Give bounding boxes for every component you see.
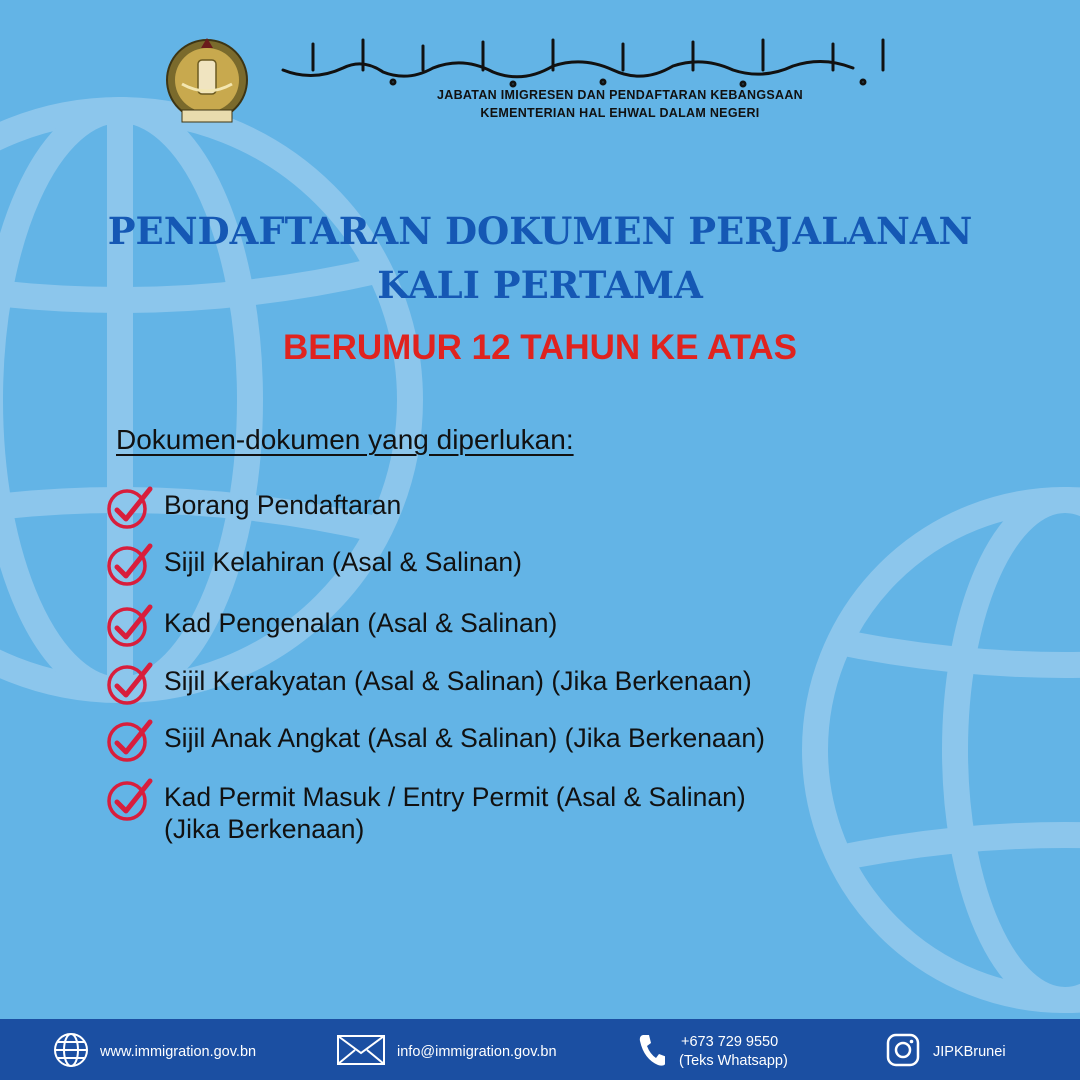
phone-number[interactable]: +673 729 9550 <box>681 1034 779 1050</box>
globe-left <box>0 110 410 690</box>
documents-heading: Dokumen-dokumen yang diperlukan: <box>116 424 574 455</box>
check-icon <box>105 486 155 530</box>
org-name: JABATAN IMIGRESEN DAN PENDAFTARAN KEBANGSAAN <box>437 88 803 102</box>
email-link[interactable]: info@immigration.gov.bn <box>397 1044 557 1060</box>
globe-icon <box>53 1032 89 1068</box>
header <box>160 30 920 130</box>
age-subtitle: BERUMUR 12 TAHUN KE ATAS <box>283 328 797 367</box>
document-label: Sijil Anak Angkat (Asal & Salinan) (Jika Berkenaan) <box>164 723 765 753</box>
contact-footer <box>0 1019 1080 1080</box>
instagram-icon <box>886 1033 920 1067</box>
phone-icon <box>637 1033 665 1067</box>
website-link[interactable]: www.immigration.gov.bn <box>100 1044 257 1060</box>
brunei-crest-emblem <box>160 30 254 126</box>
check-icon <box>105 719 155 763</box>
check-icon <box>105 662 155 706</box>
mail-icon <box>337 1035 385 1065</box>
document-label: Sijil Kerakyatan (Asal & Salinan) (Jika Berkenaan) <box>164 666 752 696</box>
phone-note: (Teks Whatsapp) <box>679 1053 788 1069</box>
document-label: Borang Pendaftaran <box>164 490 402 520</box>
list-item <box>105 543 985 593</box>
list-item <box>105 604 985 654</box>
page-title-line-2: KALI PERTAMA <box>377 263 703 307</box>
list-item <box>105 719 985 769</box>
list-item <box>105 778 985 848</box>
document-label: Sijil Kelahiran (Asal & Salinan) <box>164 547 522 577</box>
document-label: Kad Pengenalan (Asal & Salinan) <box>164 608 558 638</box>
ministry-name: KEMENTERIAN HAL EHWAL DALAM NEGERI <box>480 106 760 120</box>
list-item <box>105 486 985 536</box>
check-icon <box>105 778 155 822</box>
instagram-handle[interactable]: JIPKBrunei <box>933 1044 1006 1060</box>
page-title-line-1: PENDAFTARAN DOKUMEN PERJALANAN <box>107 209 973 253</box>
check-icon <box>105 543 155 587</box>
document-label-note: (Jika Berkenaan) <box>164 814 365 844</box>
list-item <box>105 662 985 712</box>
check-icon <box>105 604 155 648</box>
document-label: Kad Permit Masuk / Entry Permit (Asal & Salinan) <box>164 782 746 812</box>
